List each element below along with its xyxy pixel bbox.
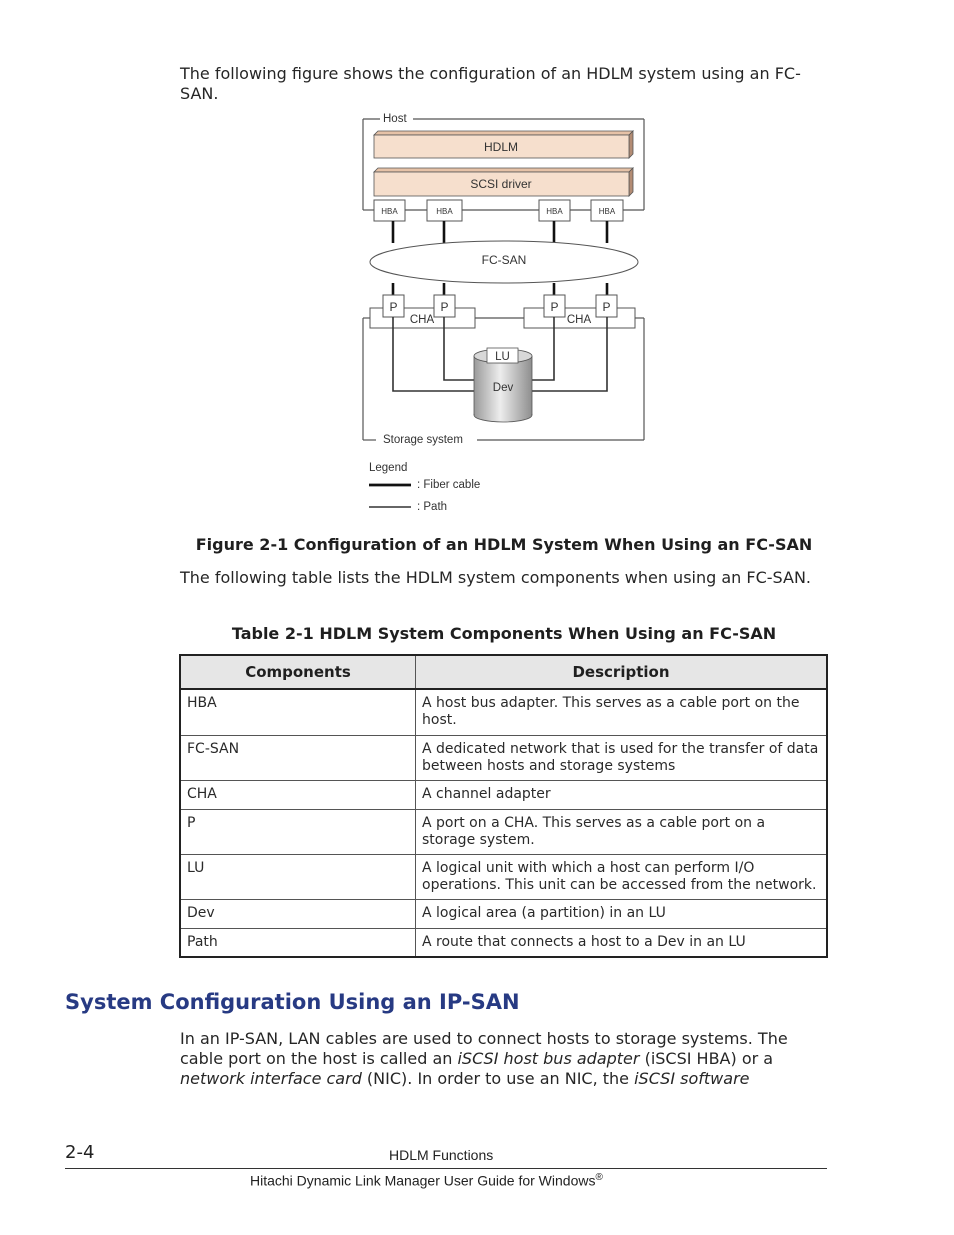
description-cell: A logical area (a partition) in an LU — [416, 899, 828, 928]
hdlm-fc-san-diagram — [355, 108, 655, 520]
legend-title: Legend — [369, 462, 408, 474]
figure-caption: Figure 2-1 Configuration of an HDLM System When Using an FC-SAN — [195, 535, 813, 554]
component-cell: P — [180, 809, 416, 854]
port-1 — [383, 295, 404, 317]
components-table — [179, 654, 828, 958]
section-paragraph: In an IP-SAN, LAN cables are used to connect hosts to storage systems. The cable port on the host is called an iSCSI host bus adapter (iSCSI HBA) or a network interface card (NIC). In order to use an NIC, the iSCSI software — [180, 1029, 788, 1088]
table-row — [180, 809, 827, 854]
hba-2 — [427, 200, 462, 221]
table-row — [180, 928, 827, 957]
term-iscsi-hba: iSCSI host bus adapter — [457, 1049, 640, 1068]
component-cell: CHA — [180, 780, 416, 809]
header-description: Description — [416, 655, 828, 689]
description-cell: A host bus adapter. This serves as a cable port on the host. — [416, 689, 828, 735]
host-label: Host — [383, 113, 407, 125]
table-row — [180, 689, 827, 735]
svg-text:HBA: HBA — [598, 207, 616, 216]
legend-fiber-label: : Fiber cable — [417, 479, 481, 491]
page-number: 2-4 — [65, 1142, 95, 1163]
port-3 — [544, 295, 565, 317]
lu-label: LU — [495, 351, 510, 363]
table-row — [180, 735, 827, 780]
lu-dev-cylinder — [474, 348, 532, 422]
description-cell: A port on a CHA. This serves as a cable port on a storage system. — [416, 809, 828, 854]
svg-text:P: P — [440, 300, 449, 314]
footer-rule — [65, 1168, 827, 1169]
fc-san-label: FC-SAN — [481, 253, 527, 267]
svg-text:P: P — [550, 300, 559, 314]
hba-1 — [374, 200, 405, 221]
port-4 — [596, 295, 617, 317]
storage-system-label: Storage system — [383, 434, 463, 446]
legend-path-label: : Path — [417, 501, 448, 513]
svg-text:CHA: CHA — [566, 314, 592, 326]
component-cell: FC-SAN — [180, 735, 416, 780]
table-header-row — [180, 655, 827, 689]
section-heading: System Configuration Using an IP-SAN — [65, 990, 520, 1014]
svg-text:HBA: HBA — [546, 207, 563, 216]
scsi-driver-label: SCSI driver — [470, 177, 532, 191]
description-cell: A logical unit with which a host can perform I/O operations. This unit can be accessed from the network. — [416, 854, 828, 899]
footer-guide-title: Hitachi Dynamic Link Manager User Guide for Windows® — [250, 1172, 603, 1189]
description-cell: A dedicated network that is used for the transfer of data between hosts and storage systems — [416, 735, 828, 780]
component-cell: Path — [180, 928, 416, 957]
component-cell: HBA — [180, 689, 416, 735]
svg-text:HBA: HBA — [436, 207, 453, 216]
hba-3 — [539, 200, 570, 221]
svg-text:CHA: CHA — [409, 314, 435, 326]
cha-right — [524, 308, 635, 328]
description-cell: A channel adapter — [416, 780, 828, 809]
svg-text:P: P — [602, 300, 611, 314]
table-caption: Table 2-1 HDLM System Components When Using an FC-SAN — [231, 624, 777, 643]
description-cell: A route that connects a host to a Dev in an LU — [416, 928, 828, 957]
table-row — [180, 899, 827, 928]
footer-chapter: HDLM Functions — [389, 1147, 494, 1163]
hba-4 — [591, 200, 623, 221]
hdlm-label: HDLM — [483, 140, 519, 154]
term-iscsi-software: iSCSI software — [634, 1069, 750, 1088]
term-nic: network interface card — [180, 1069, 362, 1088]
table-row — [180, 854, 827, 899]
port-2 — [434, 295, 455, 317]
svg-text:P: P — [389, 300, 398, 314]
dev-label: Dev — [492, 382, 514, 394]
table-row — [180, 780, 827, 809]
svg-text:HBA: HBA — [381, 207, 398, 216]
component-cell: LU — [180, 854, 416, 899]
registered-mark: ® — [595, 1172, 603, 1183]
table-intro-paragraph: The following table lists the HDLM system components when using an FC-SAN. — [180, 568, 811, 587]
component-cell: Dev — [180, 899, 416, 928]
header-components: Components — [180, 655, 416, 689]
intro-paragraph: The following figure shows the configuration of an HDLM system using an FC-SAN. — [180, 64, 801, 103]
